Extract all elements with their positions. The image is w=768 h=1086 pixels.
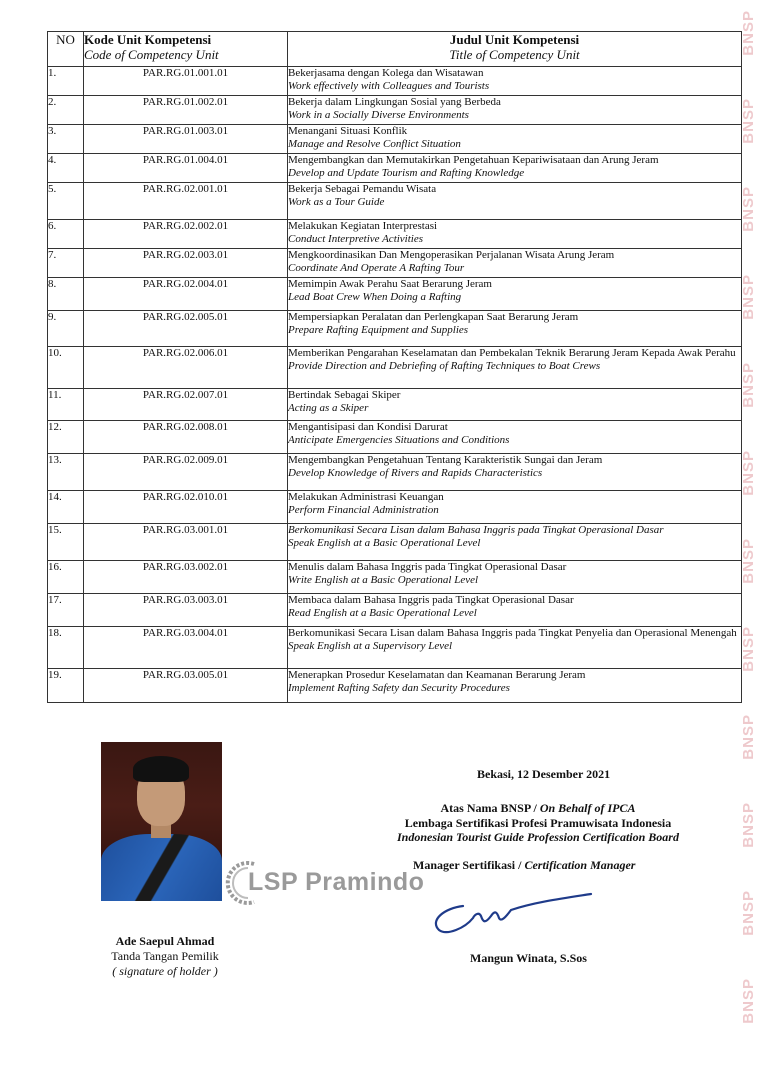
table-row xyxy=(48,347,742,389)
unit-title-id: Bekerja dalam Lingkungan Sosial yang Berbeda xyxy=(288,96,501,108)
unit-title xyxy=(288,524,742,561)
unit-code: PAR.RG.02.002.01 xyxy=(84,220,288,249)
table-row xyxy=(48,249,742,278)
header-title-sub: Title of Competency Unit xyxy=(449,47,580,62)
unit-title xyxy=(288,594,742,627)
unit-title-id: Melakukan Kegiatan Interprestasi xyxy=(288,220,438,232)
bnsp-watermark xyxy=(740,10,762,1080)
unit-title-en: Provide Direction and Debriefing of Rafting Techniques to Boat Crews xyxy=(288,359,601,372)
unit-title xyxy=(288,669,742,703)
unit-title-id: Mengantisipasi dan Kondisi Darurat xyxy=(288,421,448,433)
watermark-text: BNSP xyxy=(740,890,757,936)
unit-title xyxy=(288,125,742,154)
table-row xyxy=(48,627,742,669)
unit-title-en: Develop Knowledge of Rivers and Rapids Characteristics xyxy=(288,466,543,479)
unit-title xyxy=(288,454,742,491)
issuer-block xyxy=(368,801,708,845)
unit-title xyxy=(288,421,742,454)
unit-title-en: Coordinate And Operate A Rafting Tour xyxy=(288,261,465,274)
unit-title xyxy=(288,278,742,311)
row-number: 16. xyxy=(48,561,84,594)
unit-code: PAR.RG.02.006.01 xyxy=(84,347,288,389)
header-no: NO xyxy=(48,32,84,67)
holder-block xyxy=(80,934,250,979)
unit-title xyxy=(288,491,742,524)
unit-title xyxy=(288,96,742,125)
unit-title-id: Mempersiapkan Peralatan dan Perlengkapan Saat Berarung Jeram xyxy=(288,311,579,323)
unit-title-id: Mengembangkan dan Memutakirkan Pengetahuan Kepariwisataan dan Arung Jeram xyxy=(288,154,659,166)
unit-title-en: Prepare Rafting Equipment and Supplies xyxy=(288,323,469,336)
watermark-text: BNSP xyxy=(740,362,757,408)
unit-title-en: Work effectively with Colleagues and Tourists xyxy=(288,79,490,92)
table-row xyxy=(48,669,742,703)
table-row xyxy=(48,183,742,220)
header-title xyxy=(288,32,742,67)
photo-jacket xyxy=(101,834,222,901)
table-row xyxy=(48,311,742,347)
header-title-main: Judul Unit Kompetensi xyxy=(449,32,580,47)
table-row xyxy=(48,278,742,311)
unit-title-id: Menulis dalam Bahasa Inggris pada Tingkat Operasional Dasar xyxy=(288,561,567,573)
behalf-prefix: Atas Nama BNSP / xyxy=(440,801,540,815)
row-number: 14. xyxy=(48,491,84,524)
unit-code: PAR.RG.02.009.01 xyxy=(84,454,288,491)
unit-title-en: Lead Boat Crew When Doing a Rafting xyxy=(288,290,462,303)
unit-title-en: Anticipate Emergencies Situations and Conditions xyxy=(288,433,510,446)
row-number: 1. xyxy=(48,67,84,96)
row-number: 13. xyxy=(48,454,84,491)
table-row xyxy=(48,67,742,96)
unit-code: PAR.RG.03.004.01 xyxy=(84,627,288,669)
table-row xyxy=(48,125,742,154)
unit-title-en: Work in a Socially Diverse Environments xyxy=(288,108,469,121)
unit-code: PAR.RG.03.005.01 xyxy=(84,669,288,703)
unit-code: PAR.RG.02.010.01 xyxy=(84,491,288,524)
watermark-text: BNSP xyxy=(740,10,757,56)
unit-title-en: Perform Financial Administration xyxy=(288,503,439,516)
unit-title-en: Speak English at a Basic Operational Level xyxy=(288,536,481,549)
unit-title-id: Memimpin Awak Perahu Saat Berarung Jeram xyxy=(288,278,492,290)
unit-title-id: Melakukan Administrasi Keuangan xyxy=(288,491,444,503)
unit-title-id: Berkomunikasi Secara Lisan dalam Bahasa Inggris pada Tingkat Operasional Dasar xyxy=(288,524,664,536)
unit-title-id: Memberikan Pengarahan Keselamatan dan Pembekalan Teknik Berarung Jeram Kepada Awak Perahu xyxy=(288,347,736,359)
issuer-org-en: Indonesian Tourist Guide Profession Certification Board xyxy=(397,830,679,844)
unit-code: PAR.RG.02.005.01 xyxy=(84,311,288,347)
table-row xyxy=(48,454,742,491)
watermark-text: BNSP xyxy=(740,978,757,1024)
watermark-text: BNSP xyxy=(740,274,757,320)
unit-title-id: Bertindak Sebagai Skiper xyxy=(288,389,401,401)
competency-table xyxy=(47,31,742,703)
holder-photo xyxy=(101,742,222,901)
watermark-text: BNSP xyxy=(740,802,757,848)
unit-title-id: Mengkoordinasikan Dan Mengoperasikan Perjalanan Wisata Arung Jeram xyxy=(288,249,615,261)
manager-title-en: Certification Manager xyxy=(524,858,636,872)
unit-code: PAR.RG.03.002.01 xyxy=(84,561,288,594)
watermark-text: BNSP xyxy=(740,626,757,672)
behalf-en: On Behalf of IPCA xyxy=(539,801,636,815)
unit-title-en: Implement Rafting Safety dan Security Procedures xyxy=(288,681,510,694)
unit-code: PAR.RG.02.007.01 xyxy=(84,389,288,421)
row-number: 7. xyxy=(48,249,84,278)
row-number: 12. xyxy=(48,421,84,454)
unit-title-en: Acting as a Skiper xyxy=(288,401,369,414)
lsp-pramindo-logo xyxy=(224,858,444,908)
manager-title xyxy=(413,858,635,873)
watermark-text: BNSP xyxy=(740,450,757,496)
unit-title xyxy=(288,627,742,669)
unit-title-id: Mengembangkan Pengetahuan Tentang Karakteristik Sungai dan Jeram xyxy=(288,454,603,466)
row-number: 15. xyxy=(48,524,84,561)
header-code-sub: Code of Competency Unit xyxy=(84,47,219,62)
logo-text: LSP Pramindo xyxy=(248,868,425,896)
table-row xyxy=(48,220,742,249)
unit-title-en: Develop and Update Tourism and Rafting Knowledge xyxy=(288,166,525,179)
unit-code: PAR.RG.02.008.01 xyxy=(84,421,288,454)
row-number: 2. xyxy=(48,96,84,125)
unit-title xyxy=(288,154,742,183)
holder-signature-label-en: ( signature of holder ) xyxy=(112,964,218,978)
issuer-org: Lembaga Sertifikasi Profesi Pramuwisata Indonesia xyxy=(404,815,672,830)
table-row xyxy=(48,491,742,524)
unit-code: PAR.RG.02.004.01 xyxy=(84,278,288,311)
unit-code: PAR.RG.01.001.01 xyxy=(84,67,288,96)
unit-title-id: Menangani Situasi Konflik xyxy=(288,125,408,137)
header-code-main: Kode Unit Kompetensi xyxy=(84,32,212,47)
photo-hair xyxy=(133,756,189,782)
unit-title-en: Speak English at a Supervisory Level xyxy=(288,639,453,652)
row-number: 18. xyxy=(48,627,84,669)
watermark-text: BNSP xyxy=(740,538,757,584)
unit-title-id: Bekerja Sebagai Pemandu Wisata xyxy=(288,183,437,195)
unit-title xyxy=(288,561,742,594)
row-number: 11. xyxy=(48,389,84,421)
header-code xyxy=(84,32,288,67)
row-number: 10. xyxy=(48,347,84,389)
table-row xyxy=(48,524,742,561)
watermark-text: BNSP xyxy=(740,186,757,232)
unit-code: PAR.RG.02.003.01 xyxy=(84,249,288,278)
table-row xyxy=(48,389,742,421)
unit-title-en: Manage and Resolve Conflict Situation xyxy=(288,137,461,150)
table-row xyxy=(48,96,742,125)
row-number: 5. xyxy=(48,183,84,220)
unit-code: PAR.RG.03.003.01 xyxy=(84,594,288,627)
unit-title xyxy=(288,347,742,389)
manager-title-id: Manager Sertifikasi / xyxy=(413,858,525,872)
holder-name: Ade Saepul Ahmad xyxy=(115,934,215,948)
unit-title-en: Conduct Interpretive Activities xyxy=(288,232,424,245)
row-number: 9. xyxy=(48,311,84,347)
unit-title xyxy=(288,311,742,347)
unit-code: PAR.RG.01.002.01 xyxy=(84,96,288,125)
unit-title-en: Write English at a Basic Operational Level xyxy=(288,573,479,586)
row-number: 4. xyxy=(48,154,84,183)
unit-title-id: Berkomunikasi Secara Lisan dalam Bahasa Inggris pada Tingkat Penyelia dan Operasional Menengah xyxy=(288,627,737,639)
table-row xyxy=(48,421,742,454)
unit-title xyxy=(288,183,742,220)
unit-title-id: Membaca dalam Bahasa Inggris pada Tingkat Operasional Dasar xyxy=(288,594,574,606)
place-date: Bekasi, 12 Desember 2021 xyxy=(477,767,611,781)
unit-title-id: Menerapkan Prosedur Keselamatan dan Keamanan Berarung Jeram xyxy=(288,669,586,681)
holder-signature-label: Tanda Tangan Pemilik xyxy=(111,949,219,963)
row-number: 19. xyxy=(48,669,84,703)
watermark-text: BNSP xyxy=(740,714,757,760)
unit-title-en: Work as a Tour Guide xyxy=(288,195,385,208)
unit-title xyxy=(288,67,742,96)
table-header-row xyxy=(48,32,742,67)
row-number: 17. xyxy=(48,594,84,627)
manager-signature xyxy=(425,888,595,938)
table-row xyxy=(48,594,742,627)
unit-code: PAR.RG.03.001.01 xyxy=(84,524,288,561)
unit-title-en: Read English at a Basic Operational Level xyxy=(288,606,477,619)
unit-code: PAR.RG.02.001.01 xyxy=(84,183,288,220)
unit-title-id: Bekerjasama dengan Kolega dan Wisatawan xyxy=(288,67,484,79)
table-row xyxy=(48,561,742,594)
unit-title xyxy=(288,249,742,278)
unit-code: PAR.RG.01.003.01 xyxy=(84,125,288,154)
row-number: 3. xyxy=(48,125,84,154)
unit-title xyxy=(288,389,742,421)
unit-title xyxy=(288,220,742,249)
manager-name: Mangun Winata, S.Sos xyxy=(470,951,587,965)
row-number: 8. xyxy=(48,278,84,311)
unit-code: PAR.RG.01.004.01 xyxy=(84,154,288,183)
watermark-text: BNSP xyxy=(740,98,757,144)
row-number: 6. xyxy=(48,220,84,249)
table-row xyxy=(48,154,742,183)
